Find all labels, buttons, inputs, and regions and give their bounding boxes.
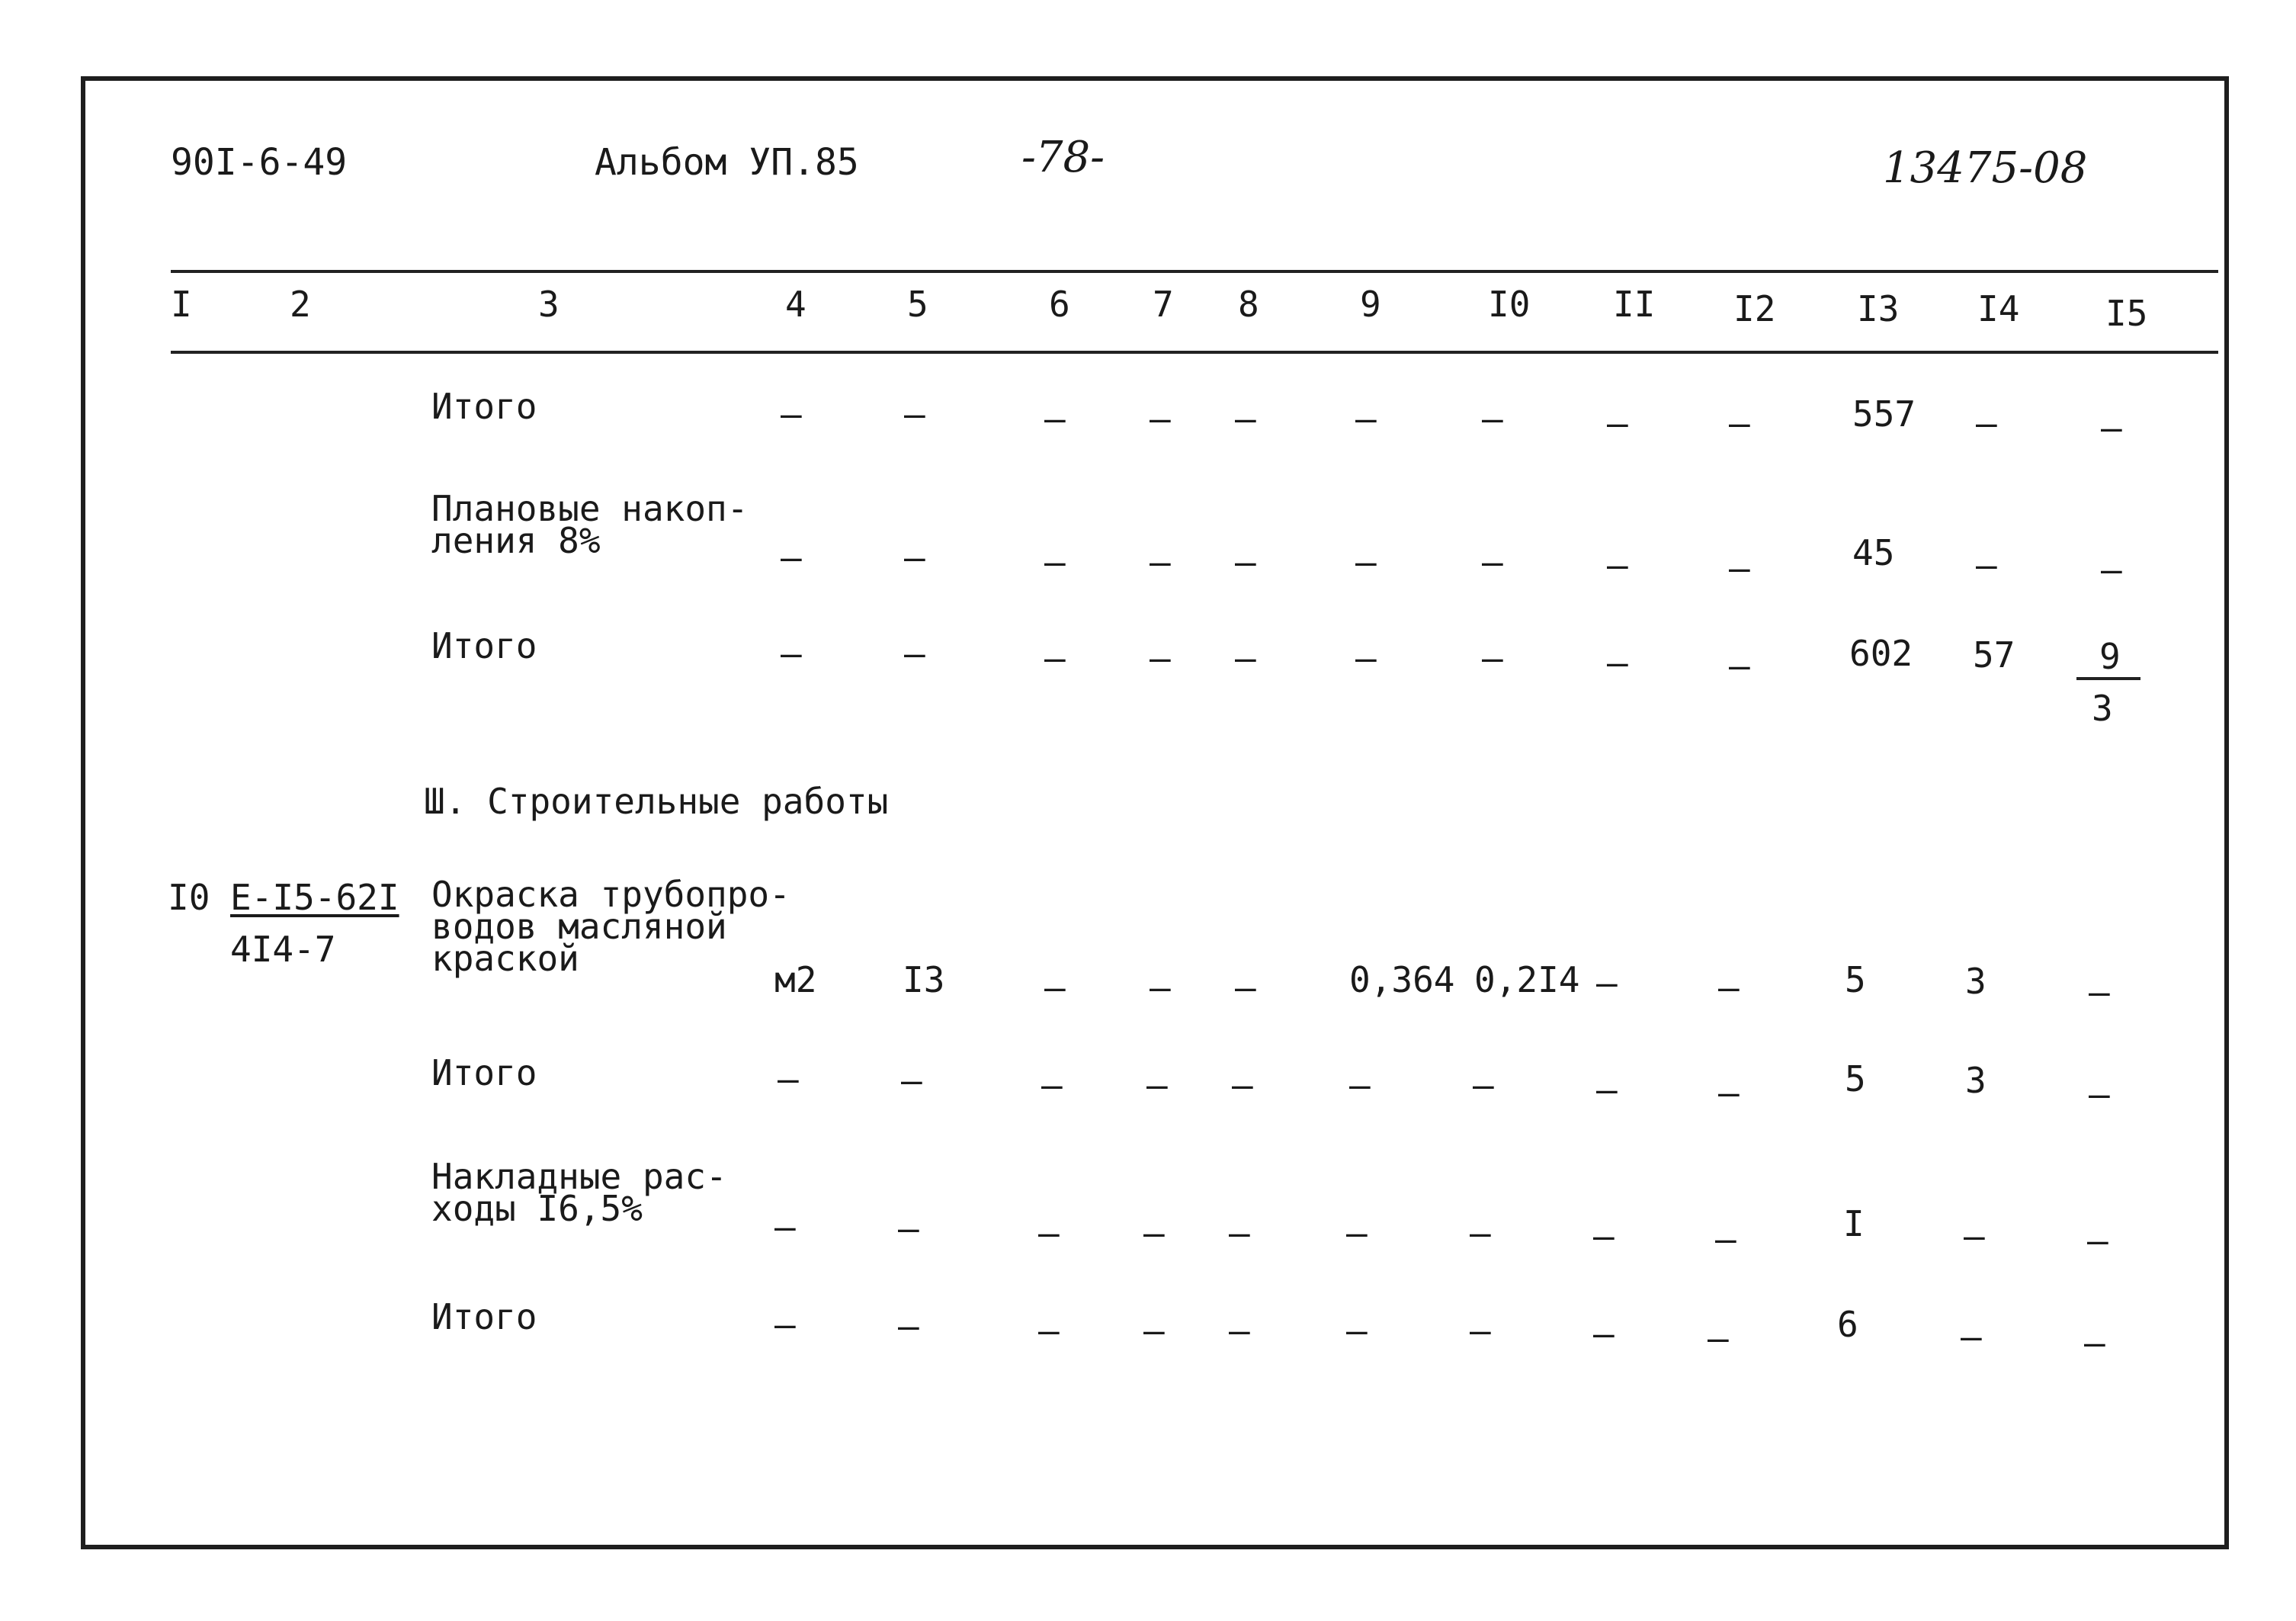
row5-dash-c10: – bbox=[1473, 1064, 1494, 1106]
row6-dash-c7: – bbox=[1143, 1212, 1165, 1253]
row6-dash-c15: – bbox=[2087, 1220, 2108, 1261]
row3-c14: 57 bbox=[1973, 634, 2015, 676]
row6-dash-c6: – bbox=[1038, 1212, 1060, 1253]
row7-label: Итого bbox=[431, 1296, 537, 1337]
row3-label: Итого bbox=[431, 625, 537, 666]
row5-dash-c11: – bbox=[1596, 1069, 1618, 1110]
row2-dash-c7: – bbox=[1150, 541, 1171, 583]
row3-dash-c11: – bbox=[1607, 642, 1628, 683]
row7-dash-c9: – bbox=[1346, 1310, 1368, 1351]
row6-dash-c4: – bbox=[774, 1206, 796, 1247]
row6-dash-c12: – bbox=[1715, 1218, 1736, 1260]
row3-dash-c10: – bbox=[1482, 637, 1503, 679]
row4-num: I0 bbox=[168, 877, 210, 918]
row1-dash-c8: – bbox=[1235, 398, 1256, 439]
row3-dash-c5: – bbox=[904, 633, 925, 674]
row5-dash-c5: – bbox=[901, 1060, 922, 1101]
row6-dash-c8: – bbox=[1229, 1212, 1250, 1253]
row2-dash-c4: – bbox=[781, 537, 802, 578]
row7-c13: 6 bbox=[1837, 1304, 1858, 1345]
row2-dash-c6: – bbox=[1044, 541, 1066, 583]
col-header-12: I2 bbox=[1733, 288, 1776, 329]
row5-dash-c6: – bbox=[1041, 1064, 1063, 1106]
row6-dash-c9: – bbox=[1346, 1212, 1368, 1253]
row7-dash-c6: – bbox=[1038, 1310, 1060, 1351]
col-header-7: 7 bbox=[1153, 284, 1174, 325]
row6-dash-c5: – bbox=[898, 1208, 919, 1249]
row4-c5: I3 bbox=[903, 959, 945, 1000]
row6-dash-c10: – bbox=[1470, 1212, 1491, 1253]
row7-dash-c15: – bbox=[2084, 1322, 2105, 1363]
section-heading: Ш. Строительные работы bbox=[424, 781, 889, 822]
header-top-rule bbox=[171, 270, 2218, 273]
row4-label: Окраска трубопро- водов масляной краской bbox=[431, 874, 790, 979]
row4-c14: 3 bbox=[1965, 961, 1987, 1002]
row5-c13: 5 bbox=[1845, 1058, 1866, 1099]
row3-dash-c6: – bbox=[1044, 637, 1066, 679]
row1-c13: 557 bbox=[1852, 393, 1916, 435]
row1-dash-c11: – bbox=[1607, 403, 1628, 444]
row7-dash-c7: – bbox=[1143, 1310, 1165, 1351]
row4-unit: м2 bbox=[774, 959, 817, 1000]
row3-c13: 602 bbox=[1849, 633, 1913, 674]
row2-dash-c8: – bbox=[1235, 541, 1256, 583]
col-header-8: 8 bbox=[1238, 284, 1259, 325]
col-header-1: I bbox=[171, 284, 192, 325]
row7-dash-c12: – bbox=[1708, 1318, 1729, 1359]
row5-dash-c9: – bbox=[1349, 1064, 1371, 1106]
row4-code: Е-I5-62I bbox=[230, 877, 399, 918]
row3-dash-c8: – bbox=[1235, 637, 1256, 679]
row2-label: Плановые накоп- ления 8% bbox=[431, 488, 749, 561]
row4-dash-c15: – bbox=[2089, 971, 2110, 1013]
row4-dash-c6: – bbox=[1044, 967, 1066, 1008]
col-header-4: 4 bbox=[785, 284, 806, 325]
row4-dash-c8: – bbox=[1235, 967, 1256, 1008]
row6-label: Накладные рас- ходы I6,5% bbox=[431, 1156, 727, 1229]
row4-c10: 0,2I4 bbox=[1474, 959, 1580, 1000]
row3-dash-c12: – bbox=[1729, 645, 1750, 686]
col-header-9: 9 bbox=[1360, 284, 1381, 325]
row5-dash-c7: – bbox=[1146, 1064, 1168, 1106]
col-header-2: 2 bbox=[290, 284, 311, 325]
col-header-6: 6 bbox=[1049, 284, 1070, 325]
row7-dash-c14: – bbox=[1961, 1316, 1982, 1357]
row4-dash-c12: – bbox=[1718, 967, 1740, 1008]
row1-dash-c14: – bbox=[1976, 403, 1997, 444]
row2-dash-c12: – bbox=[1729, 547, 1750, 589]
row1-label: Итого bbox=[431, 386, 537, 427]
row3-dash-c9: – bbox=[1355, 637, 1377, 679]
page-number: -78- bbox=[1021, 133, 1105, 182]
row2-c13: 45 bbox=[1852, 532, 1895, 573]
col-header-10: I0 bbox=[1488, 284, 1531, 325]
col-header-3: 3 bbox=[538, 284, 560, 325]
row5-dash-c4: – bbox=[778, 1058, 799, 1099]
col-header-15: I5 bbox=[2105, 293, 2148, 334]
row3-c15-numerator: 9 bbox=[2099, 636, 2121, 677]
row1-dash-c6: – bbox=[1044, 398, 1066, 439]
row1-dash-c10: – bbox=[1482, 398, 1503, 439]
row2-dash-c10: – bbox=[1482, 541, 1503, 583]
header-bottom-rule bbox=[171, 351, 2218, 354]
row3-fraction-line bbox=[2076, 677, 2140, 680]
row5-dash-c15: – bbox=[2089, 1074, 2110, 1115]
row7-dash-c4: – bbox=[774, 1304, 796, 1345]
handwritten-code: 13475-08 bbox=[1883, 143, 2088, 193]
row5-dash-c8: – bbox=[1232, 1064, 1253, 1106]
album-label: Альбом УП.85 bbox=[595, 141, 859, 184]
col-header-13: I3 bbox=[1857, 288, 1900, 329]
row5-label: Итого bbox=[431, 1052, 537, 1093]
row5-c14: 3 bbox=[1965, 1060, 1987, 1101]
row7-dash-c8: – bbox=[1229, 1310, 1250, 1351]
row4-c13: 5 bbox=[1845, 959, 1866, 1000]
row1-dash-c5: – bbox=[904, 393, 925, 435]
row1-dash-c9: – bbox=[1355, 398, 1377, 439]
row2-dash-c5: – bbox=[904, 537, 925, 578]
row2-dash-c14: – bbox=[1976, 544, 1997, 586]
row3-c15-denominator: 3 bbox=[2092, 688, 2113, 729]
row2-dash-c15: – bbox=[2101, 549, 2122, 590]
row1-dash-c4: – bbox=[781, 393, 802, 435]
row2-dash-c11: – bbox=[1607, 544, 1628, 586]
row6-c13: I bbox=[1843, 1203, 1865, 1244]
row1-dash-c7: – bbox=[1150, 398, 1171, 439]
col-header-5: 5 bbox=[907, 284, 928, 325]
col-header-14: I4 bbox=[1977, 288, 2020, 329]
row1-dash-c12: – bbox=[1729, 403, 1750, 444]
row3-dash-c7: – bbox=[1150, 637, 1171, 679]
row5-dash-c12: – bbox=[1718, 1072, 1740, 1113]
row6-dash-c14: – bbox=[1964, 1215, 1985, 1257]
row1-dash-c15: – bbox=[2101, 407, 2122, 448]
doc-number: 90I-6-49 bbox=[171, 141, 348, 184]
row6-dash-c11: – bbox=[1593, 1215, 1615, 1257]
row2-dash-c9: – bbox=[1355, 541, 1377, 583]
row4-c9: 0,364 bbox=[1349, 959, 1455, 1000]
col-header-11: II bbox=[1613, 284, 1656, 325]
row4-code2: 4I4-7 bbox=[230, 929, 336, 970]
row4-dash-c7: – bbox=[1150, 967, 1171, 1008]
row7-dash-c11: – bbox=[1593, 1313, 1615, 1354]
row4-dash-c11: – bbox=[1596, 962, 1618, 1003]
row3-dash-c4: – bbox=[781, 633, 802, 674]
row7-dash-c5: – bbox=[898, 1305, 919, 1347]
row7-dash-c10: – bbox=[1470, 1310, 1491, 1351]
